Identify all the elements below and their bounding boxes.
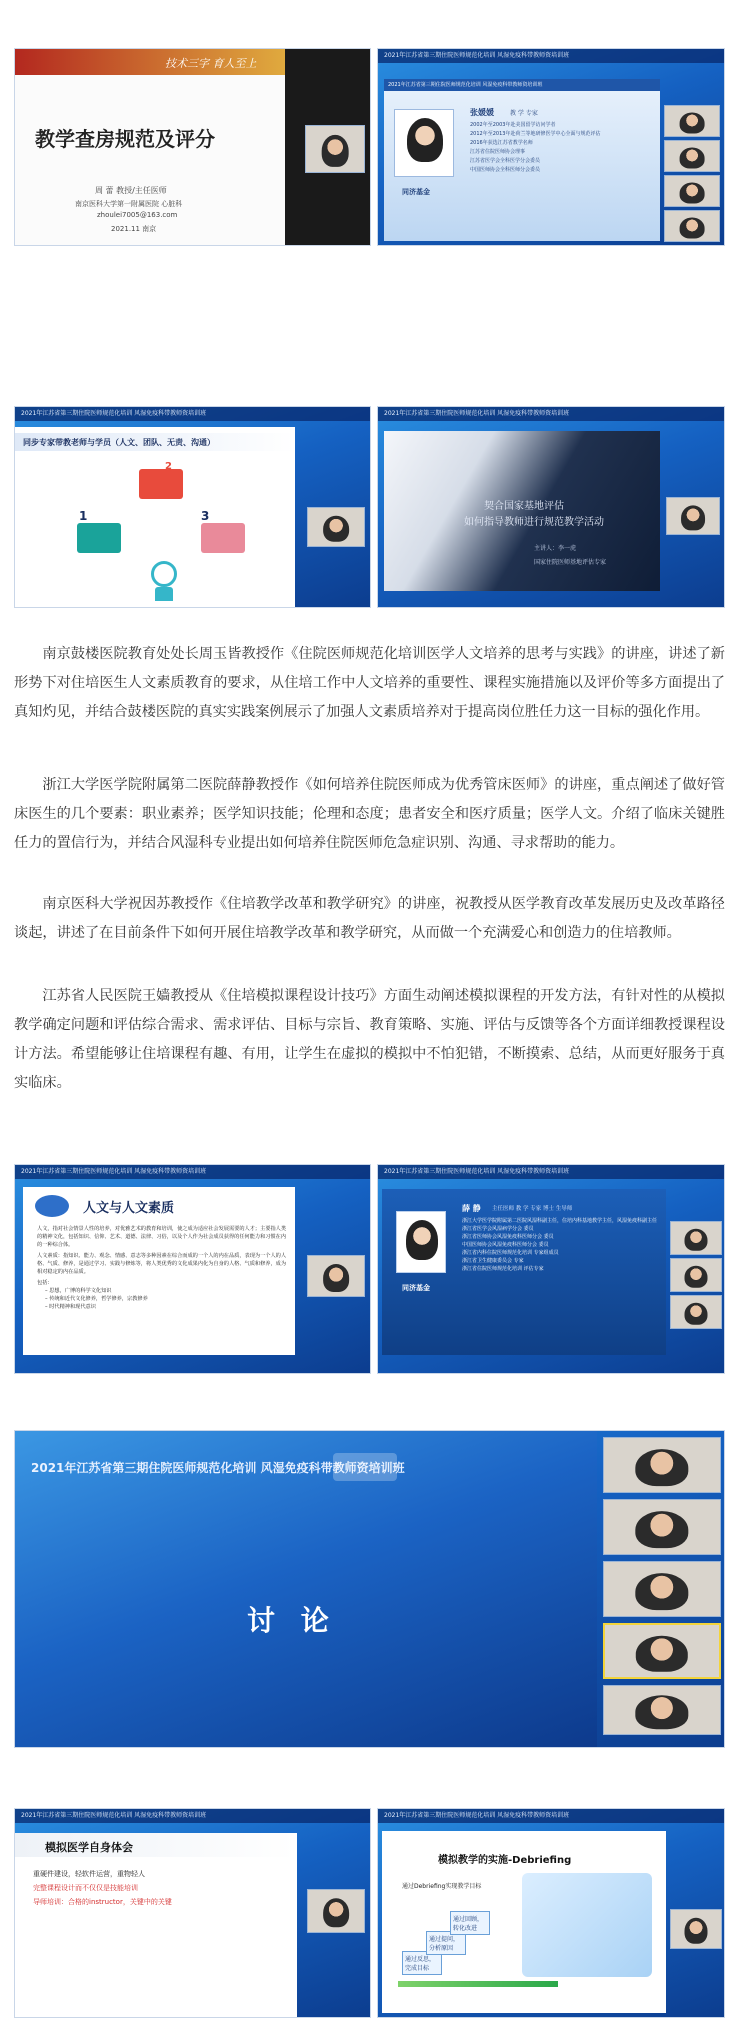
participant-video xyxy=(664,210,720,242)
slide-humanities xyxy=(23,1187,295,1355)
screenshot-simulation-experience xyxy=(14,1808,371,2018)
meeting-banner: 2021年江苏省第三期住院医师规范化培训 风湿免疫科带教师资培训班 xyxy=(15,407,370,421)
bullet: 完整课程设计而不仅仅是技能培训 xyxy=(33,1884,138,1892)
speaker-bullet: 江苏省住院医师协会理事 xyxy=(470,149,526,155)
brain-icon xyxy=(151,561,177,587)
slide-simulation-experience xyxy=(15,1833,297,2018)
speaker-bullet: 浙江大学医学院附属第二医院风湿科副主任，住培内科基地教学主任，风湿免疫科副主任 xyxy=(462,1218,658,1224)
participant-video xyxy=(670,1295,722,1329)
slide-title: 教学查房规范及评分 xyxy=(35,127,215,151)
screenshot-humanities xyxy=(14,1164,371,1374)
slide-title-line1: 契合国家基地评估 xyxy=(484,501,564,512)
debriefing-step: 通过回顾，转化改进 xyxy=(450,1911,490,1935)
speaker-bullet: 中国医师协会风湿免疫科医师分会 委员 xyxy=(462,1242,549,1248)
debriefing-step: 通过提问，分析原因 xyxy=(426,1931,466,1955)
slide-footer: 同济基金 xyxy=(402,1284,430,1292)
humanities-bullets xyxy=(37,1225,287,1311)
speaker-bullet: 浙江省住院医师规范化培训 评估专家 xyxy=(462,1266,544,1272)
screenshot-teaching-rounds xyxy=(14,48,371,246)
step-1-label: 1 xyxy=(79,509,88,523)
participant-video xyxy=(307,1889,365,1933)
meeting-banner: 2021年江苏省第三期住院医师规范化培训 风湿免疫科带教师资培训班 xyxy=(378,1165,724,1179)
speaker-name: 张媛媛 xyxy=(470,108,494,117)
slide-title: 同步专家带教老师与学员（人文、团队、无责、沟通） xyxy=(23,438,215,447)
step-2-label: 2 xyxy=(165,461,172,472)
bullet: 人文，指对社会情景人性的培养，对优雅艺术的教育和培训，使之成为适应社会发展需要的人才；主要指人类的精神文化，包括知识、信仰、艺术、道德、法律、习俗，以及个人作为社会成员获得的任何能力和习惯在内的一种综合体。 xyxy=(37,1226,287,1248)
participant-video xyxy=(664,140,720,172)
slide-banner: 2021年江苏省第三期住院医师规范化培训 风湿免疫科带教师资培训班 xyxy=(31,1461,405,1475)
slide-sync-teaching xyxy=(15,427,295,608)
meeting-banner: 2021年江苏省第三期住院医师规范化培训 风湿免疫科带教师资培训班 xyxy=(378,49,724,63)
slide-footer: 同济基金 xyxy=(402,188,430,196)
screenshot-speaker-intro xyxy=(377,48,725,246)
slide-debriefing xyxy=(382,1831,666,2013)
speaker-bullet: 浙江省卫生健康委员会 专家 xyxy=(462,1258,524,1264)
arrow-bar xyxy=(398,1981,558,1987)
video-column xyxy=(603,1437,721,1735)
presenter: 主讲人：李一虎 xyxy=(534,545,577,552)
screenshot-debriefing xyxy=(377,1808,725,2018)
video-column xyxy=(307,1255,365,1297)
meeting-banner: 2021年江苏省第三期住院医师规范化培训 风湿免疫科带教师资培训班 xyxy=(15,1165,370,1179)
participant-video xyxy=(603,1437,721,1493)
speaker-bullet: 江苏省医学会全科医学分会委员 xyxy=(470,158,541,164)
video-column xyxy=(307,1889,365,1933)
screenshot-discussion xyxy=(14,1430,725,1748)
bullet: – 时代精神和现代意识 xyxy=(45,1304,96,1310)
paragraph-wang: 江苏省人民医院王嫱教授从《住培模拟课程设计技巧》方面生动阐述模拟课程的开发方法，有针对性的从模拟教学确定问题和评估综合需求、需求评估、目标与宗旨、教育策略、实施、评估与反馈等各个方面详细教授课程设计方法。希望能够让住培课程有趣、有用，让学生在虚拟的模拟中不怕犯错，不断摸索、总结，从而更好服务于真实临床。 xyxy=(14,988,725,1091)
bullet: – 传统和近代文化修养，哲学修养，宗教修养 xyxy=(45,1296,148,1302)
slide-xue-intro xyxy=(382,1189,666,1355)
participant-video xyxy=(307,1255,365,1297)
bullet: 人文素质：指知识、能力、观念、情感、意志等多种因素在综合而成的一个人的内在品质，表现为一个人的人格、气质、修养，是通过学习、实践与修炼等，将人类优秀的文化成果内化为自身的人格、气质和修养，成为相对稳定的内在品质。 xyxy=(37,1253,287,1275)
slide-motto: 技术三字 育人至上 xyxy=(165,57,257,70)
debriefing-diagram xyxy=(522,1873,652,1977)
slide-title-line2: 如何指导教师进行规范教学活动 xyxy=(464,517,604,528)
participant-video xyxy=(670,1909,722,1949)
speaker-bullets xyxy=(470,121,656,175)
video-column xyxy=(305,125,365,173)
box-step2 xyxy=(139,469,183,499)
slide-date: 2021.11 南京 xyxy=(111,225,157,233)
speaker-bullet: 2012年至2013年赴荷兰等地研修医学中心全面与规范评估 xyxy=(470,131,601,137)
meeting-banner: 2021年江苏省第三期住院医师规范化培训 风湿免疫科带教师资培训班 xyxy=(378,1809,724,1823)
slide-title: 模拟医学自身体会 xyxy=(45,1841,133,1854)
participant-video xyxy=(305,125,365,173)
presenter-email: zhoulei7005@163.com xyxy=(97,211,178,219)
box-step1 xyxy=(77,523,121,553)
simulation-bullets xyxy=(33,1867,289,1909)
slide-subtitle: 通过Debriefing实现教学目标 xyxy=(402,1883,482,1890)
speaker-photo xyxy=(394,109,454,177)
video-column xyxy=(670,1221,722,1329)
video-column xyxy=(664,105,720,242)
video-column xyxy=(307,507,365,547)
participant-video xyxy=(664,175,720,207)
speaker-role: 教 学 专家 xyxy=(510,110,538,117)
presenter: 周 蕾 教授/主任医师 xyxy=(95,186,167,195)
box-step3 xyxy=(201,523,245,553)
speaker-bullets xyxy=(462,1217,658,1273)
bullet: 重硬件建设，轻软件运营，重物轻人 xyxy=(33,1870,145,1878)
participant-video xyxy=(603,1685,721,1735)
speaker-role: 主任医师 教 学 专家 博士 生导师 xyxy=(492,1206,573,1212)
presenter-org: 国家住院医师基地评估专家 xyxy=(534,559,607,566)
slide-base-evaluation xyxy=(384,431,660,591)
participant-video-active xyxy=(603,1623,721,1679)
meeting-banner: 2021年江苏省第三期住院医师规范化培训 风湿免疫科带教师资培训班 xyxy=(378,407,724,421)
speaker-bullet: 浙江省医学会风湿病学分会 委员 xyxy=(462,1226,534,1232)
debriefing-step: 通过反思，完成目标 xyxy=(402,1951,442,1975)
logo xyxy=(333,1453,397,1481)
slide-speaker-intro xyxy=(384,79,660,241)
video-column xyxy=(670,1909,722,1949)
paragraph-zhu: 南京医科大学祝因苏教授作《住培教学改革和教学研究》的讲座，祝教授从医学教育改革发展历史及改革路径谈起，讲述了在目前条件下如何开展住培教学改革和教学研究，从而做一个充满爱心和创造力的住培教师。 xyxy=(14,896,725,941)
video-column xyxy=(666,497,720,535)
speaker-bullet: 2016年获选江苏省教学名师 xyxy=(470,140,533,146)
step-3-label: 3 xyxy=(201,509,210,523)
inner-banner: 2021年江苏省第三期住院医师规范化培训 风湿免疫科带教师资培训班 xyxy=(384,79,660,91)
screenshot-base-evaluation xyxy=(377,406,725,608)
paragraph-xue: 浙江大学医学院附属第二医院薛静教授作《如何培养住院医师成为优秀管床医师》的讲座，重点阐述了做好管床医生的几个要素：职业素养；医学知识技能；伦理和态度；患者安全和医疗质量；医学人文。介绍了临床关键胜任力的置信行为，并结合风湿科专业提出如何培养住院医师危急症识别、沟通、寻求帮助的能力。 xyxy=(14,777,725,851)
participant-video xyxy=(603,1499,721,1555)
speaker-name: 薛 静 xyxy=(462,1204,481,1213)
slide-discussion xyxy=(15,1431,597,1748)
participant-video xyxy=(666,497,720,535)
participant-video xyxy=(670,1258,722,1292)
participant-video xyxy=(670,1221,722,1255)
speaker-bullet: 中国医师协会全科医师分会委员 xyxy=(470,167,541,173)
participant-video xyxy=(307,507,365,547)
screenshot-xue-intro xyxy=(377,1164,725,1374)
slide-title: 人文与人文素质 xyxy=(83,1201,175,1216)
slide-title: 模拟教学的实施-Debriefing xyxy=(438,1855,572,1866)
speaker-bullet: 2002年至2003年赴美国留学访问学者 xyxy=(470,122,556,128)
slide-teaching-rounds xyxy=(15,49,285,246)
bullet: 导师培训：合格的instructor，关键中的关键 xyxy=(33,1898,172,1906)
speaker-bullet: 浙江省内科住院医师规范化培训 专家组成员 xyxy=(462,1250,559,1256)
bullet: 包括： xyxy=(37,1280,53,1286)
paragraph-zhou: 南京鼓楼医院教育处处长周玉皆教授作《住院医师规范化培训医学人文培养的思考与实践》的讲座，讲述了新形势下对住培医生人文素质教育的要求，从住培工作中人文培养的重要性、课程实施措施以及评价等多方面提出了真知灼见，并结合鼓楼医院的真实实践案例展示了加强人文素质培养对于提高岗位胜任力这一目标的强化作用。 xyxy=(14,646,725,720)
speaker-bullet: 浙江省医师协会风湿免疫科医师分会 委员 xyxy=(462,1234,554,1240)
bullet: – 思想，广博的科学文化知识 xyxy=(45,1288,112,1294)
slide-title: 讨 论 xyxy=(247,1604,337,1637)
participant-video xyxy=(664,105,720,137)
presenter-org: 南京医科大学第一附属医院 心脏科 xyxy=(75,200,183,208)
speaker-photo xyxy=(396,1211,446,1273)
screenshot-sync-teaching xyxy=(14,406,371,608)
meeting-banner: 2021年江苏省第三期住院医师规范化培训 风湿免疫科带教师资培训班 xyxy=(15,1809,370,1823)
participant-video xyxy=(603,1561,721,1617)
